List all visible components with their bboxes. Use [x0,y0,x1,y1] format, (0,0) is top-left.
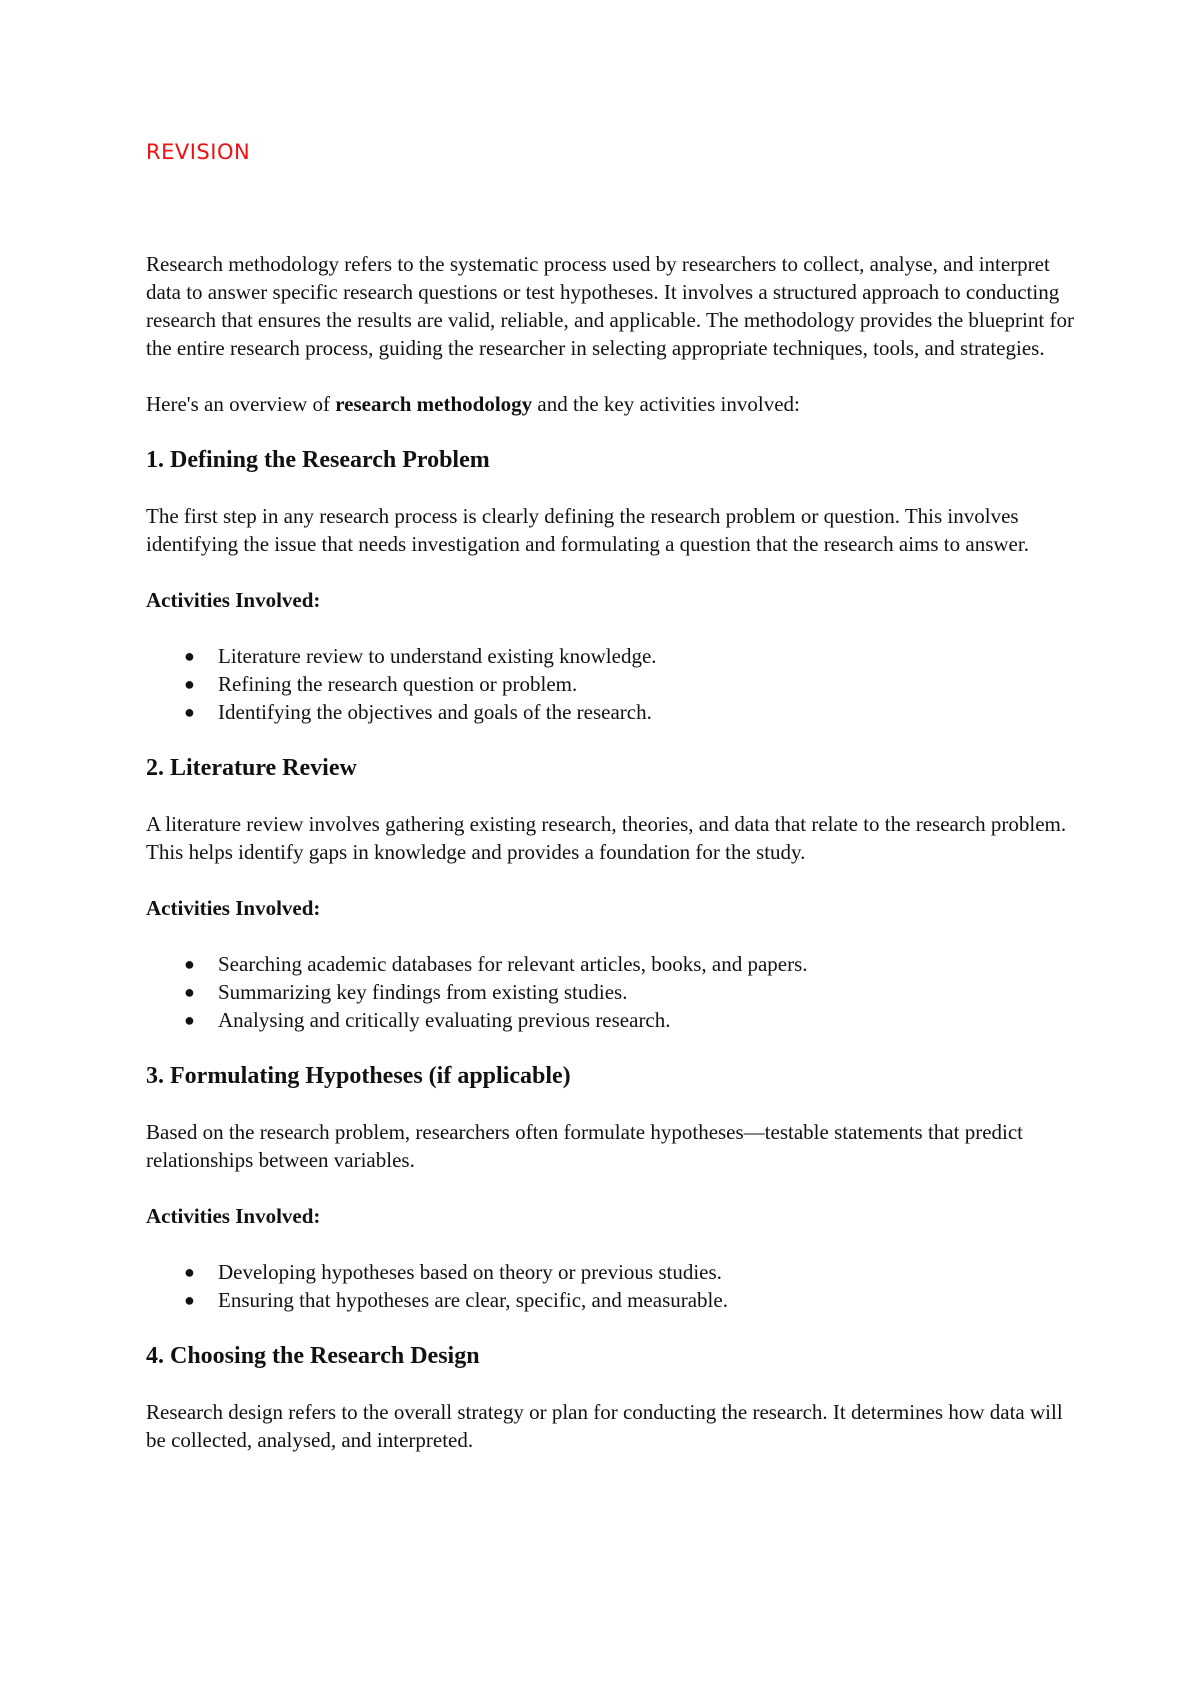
list-item [146,670,1076,698]
activities-list [146,950,1076,1034]
activities-label: Activities Involved: [146,896,321,920]
section-defining-research-problem [146,445,1076,726]
section-literature-review [146,753,1076,1034]
list-item-text: Analysing and critically evaluating previous research. [218,1008,671,1032]
section-body: A literature review involves gathering existing research, theories, and data that relate to the research problem. This helps identify gaps in knowledge and provides a foundation for the study. [146,812,1067,864]
bullet-icon: ● [184,1010,195,1030]
list-item [146,1258,1076,1286]
list-item-text: Searching academic databases for relevant articles, books, and papers. [218,952,808,976]
overview-text-end: and the key activities involved: [532,392,800,416]
bullet-icon: ● [184,982,195,1002]
list-item-text: Literature review to understand existing knowledge. [218,644,657,668]
overview-text-start: Here's an overview of [146,392,336,416]
list-item [146,950,1076,978]
list-item [146,978,1076,1006]
intro-paragraph: Research methodology refers to the systematic process used by researchers to collect, analyse, and interpret data to answer specific research questions or test hypotheses. It involves a structured approach to conducting research that ensures the results are valid, reliable, and applicable. The methodology provides the blueprint for the entire research process, guiding the researcher in selecting appropriate techniques, tools, and strategies. [146,252,1074,360]
section-formulating-hypotheses [146,1061,1076,1314]
list-item [146,1286,1076,1314]
list-item [146,642,1076,670]
activities-list [146,1258,1076,1314]
section-body: The first step in any research process is clearly defining the research problem or question. This involves identifying the issue that needs investigation and formulating a question that the research aims to answer. [146,504,1029,556]
section-heading: 1. Defining the Research Problem [146,447,490,473]
bullet-icon: ● [184,646,195,666]
activities-label: Activities Involved: [146,588,321,612]
overview-bold-text: research methodology [335,392,533,416]
bullet-icon: ● [184,702,195,722]
document-content [146,138,1076,1454]
list-item [146,1006,1076,1034]
bullet-icon: ● [184,674,195,694]
section-body: Based on the research problem, researchers often formulate hypotheses—testable statements that predict relationships between variables. [146,1120,1024,1172]
bullet-icon: ● [184,954,195,974]
activities-list [146,642,1076,726]
list-item-text: Refining the research question or problem. [218,672,578,696]
page-title: REVISION [146,140,251,164]
bullet-icon: ● [184,1290,195,1310]
list-item-text: Developing hypotheses based on theory or previous studies. [218,1260,722,1284]
section-heading: 4. Choosing the Research Design [146,1343,480,1369]
list-item-text: Identifying the objectives and goals of the research. [218,700,652,724]
activities-label: Activities Involved: [146,1204,321,1228]
section-body: Research design refers to the overall strategy or plan for conducting the research. It determines how data will be collected, analysed, and interpreted. [146,1400,1063,1452]
list-item-text: Summarizing key findings from existing studies. [218,980,628,1004]
overview-paragraph [146,390,1076,418]
bullet-icon: ● [184,1262,195,1282]
section-heading: 3. Formulating Hypotheses (if applicable) [146,1063,571,1089]
list-item-text: Ensuring that hypotheses are clear, specific, and measurable. [218,1288,728,1312]
section-choosing-research-design [146,1341,1076,1454]
list-item [146,698,1076,726]
section-heading: 2. Literature Review [146,755,357,781]
